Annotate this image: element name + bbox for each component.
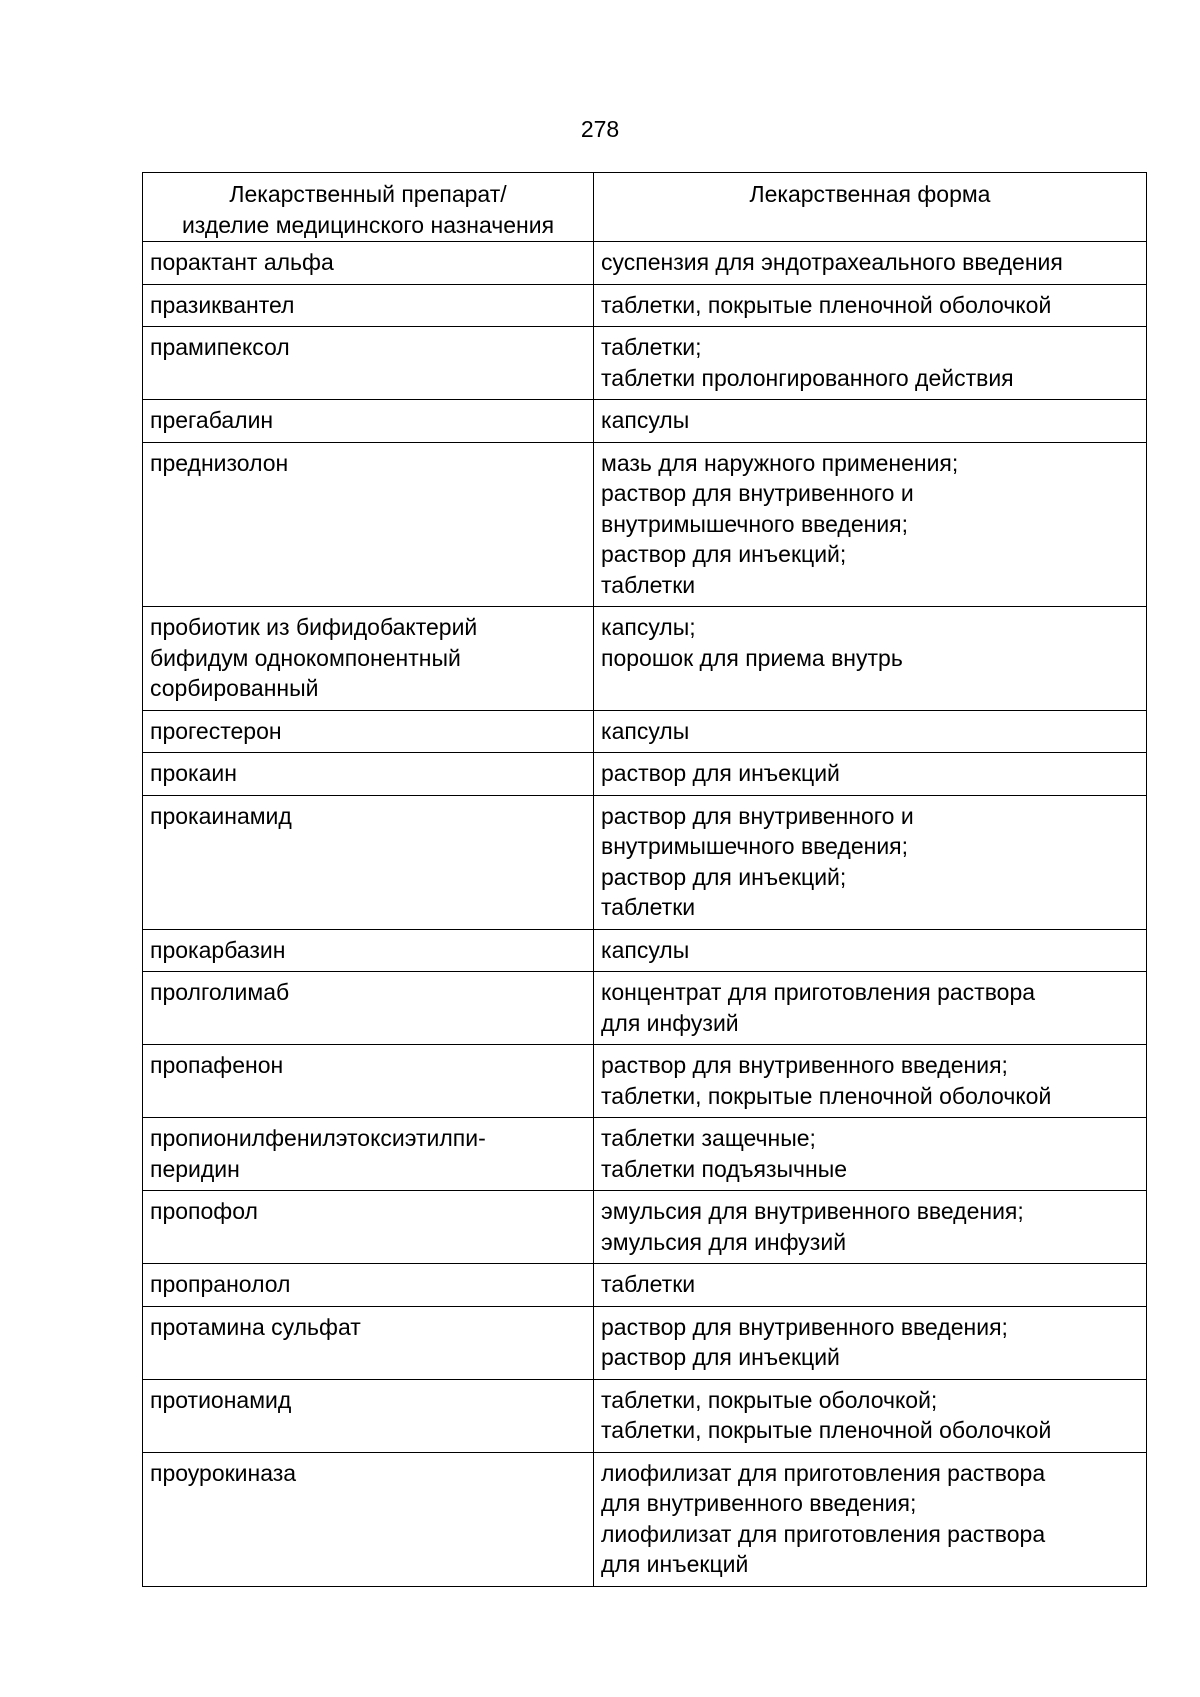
table-row [143,1045,1147,1118]
table-row [143,1306,1147,1379]
table-body [143,242,1147,1587]
drug-name-cell: пробиотик из бифидобактерий бифидум однокомпонентный сорбированный [143,607,594,711]
table-row [143,400,1147,443]
table-header [143,173,1147,242]
dosage-form-cell: таблетки защечные; таблетки подъязычные [594,1118,1147,1191]
table-row [143,327,1147,400]
drug-name-cell: прокаин [143,753,594,796]
table-row [143,795,1147,929]
dosage-form-cell: таблетки; таблетки пролонгированного действия [594,327,1147,400]
table-row [143,1379,1147,1452]
drug-table [142,172,1147,1587]
header-drug: Лекарственный препарат/ изделие медицинского назначения [143,173,594,242]
drug-name-cell: преднизолон [143,442,594,607]
dosage-form-cell: раствор для внутривенного введения; раствор для инъекций [594,1306,1147,1379]
table-row [143,972,1147,1045]
table-row [143,1118,1147,1191]
header-form: Лекарственная форма [594,173,1147,242]
table-row [143,284,1147,327]
dosage-form-cell: концентрат для приготовления раствора для инфузий [594,972,1147,1045]
drug-name-cell: пропафенон [143,1045,594,1118]
table-row [143,929,1147,972]
dosage-form-cell: таблетки, покрытые пленочной оболочкой [594,284,1147,327]
table-row [143,442,1147,607]
drug-name-cell: протамина сульфат [143,1306,594,1379]
dosage-form-cell: эмульсия для внутривенного введения; эмульсия для инфузий [594,1191,1147,1264]
dosage-form-cell: капсулы; порошок для приема внутрь [594,607,1147,711]
table-row [143,1452,1147,1586]
drug-name-cell: порактант альфа [143,242,594,285]
drug-name-cell: прокаинамид [143,795,594,929]
drug-name-cell: прокарбазин [143,929,594,972]
dosage-form-cell: лиофилизат для приготовления раствора для внутривенного введения; лиофилизат для приготовления раствора для инъекций [594,1452,1147,1586]
page-number: 278 [580,116,620,142]
dosage-form-cell: капсулы [594,929,1147,972]
dosage-form-cell: суспензия для эндотрахеального введения [594,242,1147,285]
table-row [143,1191,1147,1264]
drug-name-cell: пролголимаб [143,972,594,1045]
header-row [143,173,1147,242]
dosage-form-cell: раствор для инъекций [594,753,1147,796]
drug-name-cell: пропофол [143,1191,594,1264]
drug-name-cell: прогестерон [143,710,594,753]
drug-name-cell: пропранолол [143,1264,594,1307]
table-row [143,710,1147,753]
dosage-form-cell: капсулы [594,710,1147,753]
table-row [143,242,1147,285]
dosage-form-cell: раствор для внутривенного и внутримышечного введения; раствор для инъекций; таблетки [594,795,1147,929]
table-row [143,1264,1147,1307]
drug-name-cell: протионамид [143,1379,594,1452]
table-row [143,753,1147,796]
dosage-form-cell: таблетки [594,1264,1147,1307]
dosage-form-cell: мазь для наружного применения; раствор для внутривенного и внутримышечного введения; раствор для инъекций; таблетки [594,442,1147,607]
drug-name-cell: празиквантел [143,284,594,327]
drug-name-cell: пропионилфенилэтоксиэтилпи- перидин [143,1118,594,1191]
drug-name-cell: прамипексол [143,327,594,400]
dosage-form-cell: капсулы [594,400,1147,443]
dosage-form-cell: таблетки, покрытые оболочкой; таблетки, покрытые пленочной оболочкой [594,1379,1147,1452]
table-row [143,607,1147,711]
drug-name-cell: проурокиназа [143,1452,594,1586]
drug-name-cell: прегабалин [143,400,594,443]
dosage-form-cell: раствор для внутривенного введения; таблетки, покрытые пленочной оболочкой [594,1045,1147,1118]
